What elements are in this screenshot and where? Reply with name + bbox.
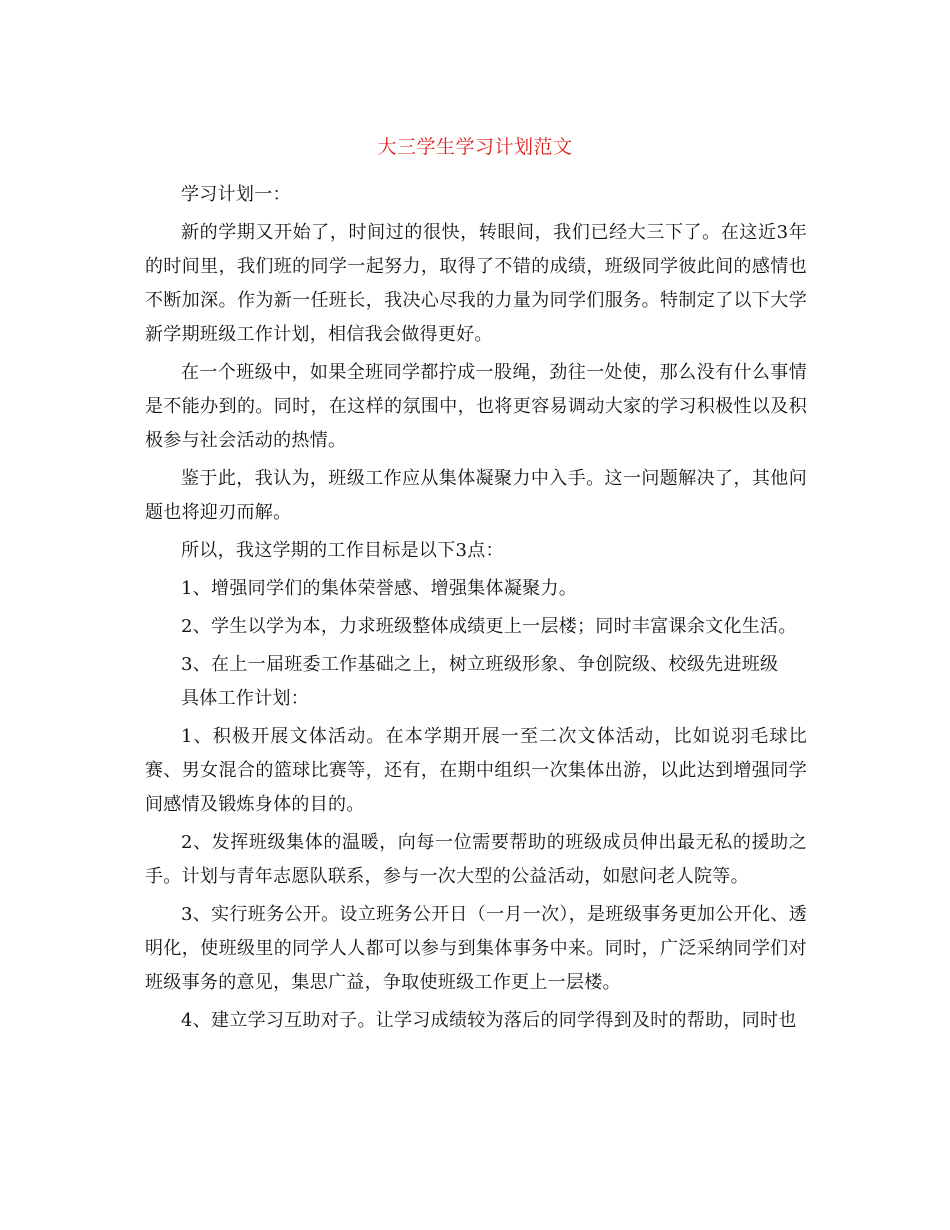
paragraph: 所以，我这学期的工作目标是以下3点： <box>181 540 504 561</box>
paragraph: 在一个班级中，如果全班同学都拧成一股绳，劲往一处使，那么没有什么事情是不能办到的。同时，在这样的氛围中，也将更容易调动大家的学习积极性以及积极参与社会活动的热情。 <box>145 362 807 451</box>
list-item: 1、增强同学们的集体荣誉感、增强集体凝聚力。 <box>181 578 578 599</box>
list-item: 3、在上一届班委工作基础之上，树立班级形象、争创院级、校级先进班级 <box>181 654 779 675</box>
list-item: 2、学生以学为本，力求班级整体成绩更上一层楼；同时丰富课余文化生活。 <box>181 616 797 637</box>
list-item: 3、实行班务公开。设立班务公开日（一月一次），是班级事务更加公开化、透明化，使班级里的同学人人都可以参与到集体事务中来。同时，广泛采纳同学们对班级事务的意见，集思广益，争取使班级工作更上一层楼。 <box>145 904 807 993</box>
paragraph: 新的学期又开始了，时间过的很快，转眼间，我们已经大三下了。在这近3年的时间里，我们班的同学一起努力，取得了不错的成绩，班级同学彼此间的感情也不断加深。作为新一任班长，我决心尽我的力量为同学们服务。特制定了以下大学新学期班级工作计划，相信我会做得更好。 <box>145 222 807 345</box>
paragraph-heading: 具体工作计划： <box>181 688 310 709</box>
paragraph: 鉴于此，我认为，班级工作应从集体凝聚力中入手。这一问题解决了，其他问题也将迎刃而解。 <box>145 468 807 523</box>
paragraph-heading: 学习计划一： <box>181 184 291 205</box>
list-item: 2、发挥班级集体的温暖，向每一位需要帮助的班级成员伸出最无私的援助之手。计划与青年志愿队联系，参与一次大型的公益活动，如慰问老人院等。 <box>145 832 807 887</box>
document-title: 大三学生学习计划范文 <box>377 136 573 158</box>
list-item: 1、积极开展文体活动。在本学期开展一至二次文体活动，比如说羽毛球比赛、男女混合的篮球比赛等，还有，在期中组织一次集体出游，以此达到增强同学间感情及锻炼身体的目的。 <box>145 726 807 815</box>
list-item: 4、建立学习互助对子。让学习成绩较为落后的同学得到及时的帮助，同时也 <box>181 1010 797 1031</box>
document-body <box>145 178 807 1038</box>
